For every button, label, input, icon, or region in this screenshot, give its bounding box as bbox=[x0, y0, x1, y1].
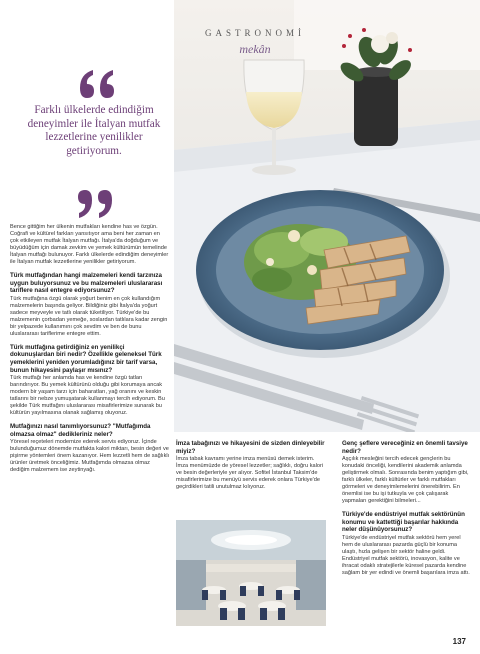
pull-quote: Farklı ülkelerde edindiğim deneyimler ile İtalyan mutfak lezzetlerine yenilikler getiriyorum. bbox=[27, 104, 161, 157]
qa-block bbox=[10, 423, 170, 474]
section-header bbox=[180, 28, 330, 57]
question: Türk mutfağına getirdiğiniz en yenilikçi dokunuşlardan biri nedir? Özellikle geleneksel Türk yemeklerini yeniden yorumladığınız bir tarif varsa, bunun hikayesini paylaşır mısınız? bbox=[10, 343, 162, 374]
qa-block bbox=[342, 440, 470, 505]
qa-block bbox=[10, 272, 170, 338]
question: Türkiye'de endüstriyel mutfak sektörünün konumu ve kattettiği başarılar hakkında neler düşünüyorsunuz? bbox=[342, 511, 465, 534]
article-column-right bbox=[342, 440, 470, 583]
close-quote-icon bbox=[76, 186, 116, 222]
question: İmza tabağınızı ve hikayesini de sizden dinleyebilir miyiz? bbox=[176, 440, 325, 455]
answer: Türk mutfağına özgü olarak yoğurt benim en çok kullandığım malzemelerin başında geliyor. Bildiğiniz gibi İtalya'da yoğurt sadece meyveyle ve tatlı olarak tüketiliyor. Türkiye'de bu malzemenin çorbadan yemeğe, soslardan tatlılara kadar zengin bir yelpazede kullanımını çok sevdim ve ben de bunu uluslararası tariflerime entegre ettim. bbox=[10, 295, 168, 337]
section-subtitle: mekân bbox=[239, 42, 271, 56]
qa-block bbox=[342, 511, 470, 577]
article-column-left bbox=[10, 224, 170, 480]
page-number: 137 bbox=[452, 637, 466, 646]
question: Genç şeflere vereceğiniz en önemli tavsiye nedir? bbox=[342, 440, 468, 455]
answer: Türkiye'de endüstriyel mutfak sektörü hem yerel hem de uluslararası pazarda güçlü bir konuma ulaştı, hızla gelişen bir sektör haline geldi. Endüstriyel mutfak sektörü, inovasyon, kalite ve ihracat odaklı stratejilerle küresel pazarda kendine sağlam bir yer edindi ve önemli başarılara imza attı. bbox=[342, 534, 470, 576]
answer: Türk mutfağı her anlamda has ve kendine özgü tatları barındırıyor. Bu yemek kültürünü olduğu gibi korumaya ancak modern bir yaşam tarzı için baharatları, yağ oranını ve keskin tatlarını bir nebze yumuşatarak kullanmayı tercih ediyorum. Bu şekilde Türk mutfağını uluslararası misafirlerimize sunarak bu kültürün yayılmasına olanak sağlamış oluyoruz. bbox=[10, 375, 165, 417]
question: Türk mutfağından hangi malzemeleri kendi tarzınıza uygun buluyorsunuz ve bu malzemeleri uluslararası tariflere nasıl entegre ediyorsunuz? bbox=[10, 272, 163, 295]
hero-food-photo bbox=[174, 0, 480, 432]
qa-block bbox=[176, 440, 326, 491]
open-quote-icon bbox=[76, 66, 116, 102]
intro-paragraph: Bence gittiğim her ülkenin mutfakları kendine has ve özgün. Coğrafi ve kültürel farkları yansıtıyor ama beni her zaman en çok etkileyen mutfak İtalyan mutfağı. İtalya'da doğduğum ve büyüdüğüm için damak zevkim ve yemek kültürümün temelinde İtalyan mutfağı bulunuyor. Farklı ülkelerde edindiğim deneyimler ile İtalyan mutfak lezzetlerine yenilikler getiriyorum. bbox=[10, 224, 169, 265]
answer: Yöresel reçeteleri modernize ederek servis ediyoruz. İçinde bulunduğumuz dönemde mutfakta kalori miktarı, besin değeri ve pişirme yöntemleri önem kazanıyor. Hem lezzetli hem de sağlıklı ürünler üretmek önceliğimiz. Mutfağımda olmazsa olmaz dediğim malzemem ise zeytinyağı. bbox=[10, 439, 170, 474]
qa-block bbox=[10, 344, 170, 417]
article-column-middle bbox=[176, 440, 326, 497]
section-title: GASTRONOMİ bbox=[204, 28, 305, 38]
answer: Aşçılık mesleğini tercih edecek gençlerin bu konudaki önceliği, kendilerini akademik anlamda geliştirmek olmalı. Sonrasında benim yaptığım gibi, farklı ülkeler, farklı kültürler ve farklı mutfakları görmeleri ve deneyimlemelerini önerebilirim. En önemlisi ise bu işi tutkuyla ve çok çalışarak yapmaları gerektiğini bilmeleri... bbox=[342, 456, 469, 505]
answer: İmza tabak kavramı yerine imza menüsü demek isterim. İmza menümüzde de yöresel lezzetler; sağlıklı, doğru kalori ve besin değerleriyle yer alıyor. Sofitel İstanbul Taksim'de misafirlerimize bu menüyü servis ederek onlara Türkiye'de geçirdikleri tatili unutulmaz kılıyoruz. bbox=[176, 456, 324, 491]
question: Mutfağınızı nasıl tanımlıyorsunuz? "Mutfağımda olmazsa olmaz" dedikleriniz neler? bbox=[10, 423, 151, 438]
restaurant-interior-photo bbox=[176, 520, 326, 626]
